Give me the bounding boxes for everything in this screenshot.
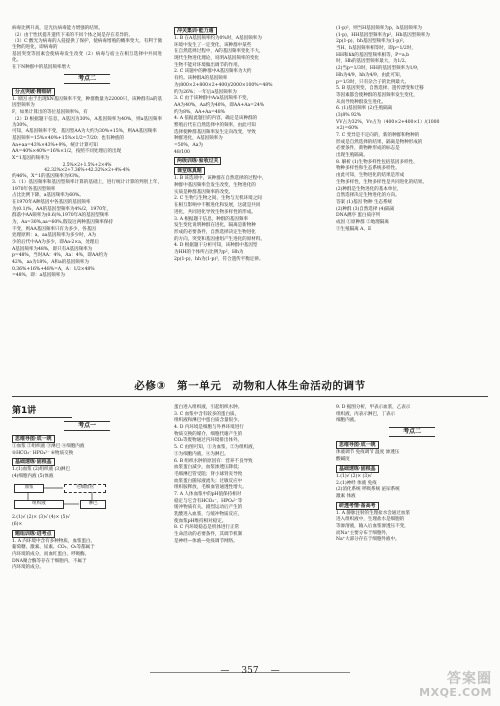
flow-diagram <box>12 482 162 512</box>
paragraph: （3）C 酸光为病毒的入侵提供了保护，使病毒增殖的概率变大，有利于微生物的进化，即病毒的 <box>12 39 162 51</box>
paragraph: 稳定与它含有HCO₃⁻、HPO₄²⁻等 <box>174 498 243 504</box>
paragraph: 蛋白进入组织液，引起组织水肿。 <box>174 405 243 410</box>
paragraph: 少的后代中AA为多少，即Aa-2×a，处理后 <box>12 240 99 245</box>
formula-denominator: 42.32%×2+7.36%+42.32%×2+4%-4% <box>44 168 130 174</box>
paragraph: 自然选择决定生物进化的方向。 <box>336 193 400 199</box>
subsection-heading: 冲关集训·能力通 <box>174 27 217 35</box>
paragraph: 3. A 根据题干信息，种群的基因频率 <box>174 216 248 222</box>
paragraph: 基因频率=15%×40%+15%×1/2=7/20；也有种族的 <box>12 135 124 141</box>
paragraph: 物种多样性和生态系统多样性。 <box>336 166 400 172</box>
chapter-title: 必修③ 第一单元 动物和人体生命活动的调节 <box>134 380 366 392</box>
paragraph: 内环境的成分，而血红蛋白、呼吸酶、 <box>12 551 90 557</box>
paragraph: 实质是种群基因频率的改变。 <box>174 189 234 195</box>
paragraph: A基因频率为48%，即只有A基因频率为 <box>12 246 93 252</box>
paragraph: 4. D 根据题干分析可知，该种群中基因型 <box>174 243 258 249</box>
subsection-heading: 研透考情·备高考 <box>336 502 379 510</box>
paragraph: 物质交换的媒介，细胞代谢产生的 <box>174 431 243 437</box>
paragraph: HH和hh的基因型频率相等，P=a,b <box>336 52 409 58</box>
subsection-heading: 思维导图·成一统 <box>336 441 379 449</box>
paragraph: (1-p)，HH基因型频率为p²，Hh基因型频率为 <box>336 32 430 38</box>
diagram-box-tissue-fluid: 组织液 <box>14 500 64 509</box>
paragraph: 种群进化，A基因频率为 <box>174 136 223 142</box>
paragraph: 进入组织液中，生理盐水是细胞的 <box>336 517 405 523</box>
paragraph: 2. C 生物与生物之间、生物与无机环境之间 <box>174 196 262 202</box>
paragraph: 为(0.1)%，AA的基因型频率为4%/2，1970年， <box>12 206 112 212</box>
subsection-heading: 两级训练·验收过关 <box>174 157 221 165</box>
column-f <box>336 405 488 544</box>
paragraph: 现代生物进化理论，说明A基因频率的变化 <box>174 56 260 62</box>
paragraph: 乳酸进入血浆，与缓冲物质反应， <box>174 512 243 517</box>
paragraph: 组织胺释放，毛细血管通透性增大。 <box>174 485 247 491</box>
paragraph: 5. C 由图可知，①为血浆，②为组织液， <box>174 445 258 451</box>
paragraph: 约为8%，AA+Aa=48% <box>174 109 225 115</box>
paragraph: 7. A 人体血浆中的pH值保持相对 <box>174 491 242 497</box>
paragraph: 约为26%；一年后a基因频率为 <box>174 89 237 95</box>
paragraph: 答案 (1)基因 物种 生态系统 <box>336 199 393 205</box>
paragraph: p=1/3时，只有杂合子的比例最大。 <box>336 79 410 85</box>
paragraph: CO₂等废物通过内环境排出体外。 <box>174 438 243 444</box>
watermark-text-url: MXQE.COM <box>419 686 492 699</box>
watermark-text-cn: 答案圈 <box>447 671 492 687</box>
paragraph: (4)细胞内液 (5)体液 <box>12 474 54 480</box>
column-b <box>174 26 324 263</box>
paragraph: ⑤HCO₃⁻ HPO₄²⁻ ⑥物质交换 <box>12 450 74 456</box>
paragraph: 等渗溶液，输入后血浆渗透压不变， <box>336 523 409 529</box>
paragraph: 4. A 依据此题目的内容，确定是该种群的 <box>174 116 258 122</box>
paragraph: 占比比例下降，a基因频率为60%。 <box>12 193 84 199</box>
subsection-heading: 基础速练·固根基 <box>12 458 55 466</box>
paragraph: 1. A 内环境中含有多种物质，血浆蛋白、 <box>12 538 96 544</box>
paragraph: 在自然选择过程中，A的基因频率变化不大， <box>174 49 264 55</box>
paragraph: 2. C 该题中的种群中A基因频率为大约 <box>174 69 252 75</box>
subsection-heading: 基础速练·固根基 <box>336 465 379 473</box>
paragraph: 1. B 该选项中，该种群在自然选择的过程中， <box>174 176 267 182</box>
paragraph: 组织液，丙表示淋巴，丁表示 <box>336 411 396 417</box>
paragraph: 血浆蛋白减少，血浆渗透压降低； <box>174 465 243 471</box>
paragraph: ×2)=60% <box>336 126 359 132</box>
paragraph: 使血浆pH维持相对稳定。 <box>174 518 227 524</box>
paragraph: 环境中发生了一定变化，该种群中某些 <box>174 42 252 48</box>
paragraph: AA=40%×40%=16%×1/2，按照不同处理后的出现 <box>12 149 122 155</box>
paragraph: 7. C 变异是不定向的，新的种群和物种的 <box>336 133 420 138</box>
diagram-box-lymph: 淋巴 <box>80 500 106 509</box>
paragraph: 病毒比例升高，是光抗病毒能力增强的结果。 <box>12 26 103 31</box>
paragraph: 种群中基因频率会发生改变，生物进化的 <box>174 183 256 189</box>
paragraph: 约46%，X^1的基因频率为93%。 <box>12 173 83 179</box>
section-heading: 考点二 <box>389 427 435 437</box>
paragraph: 血浆蛋白随尿液流失；过敏反应中 <box>174 478 243 484</box>
page-number-value: 357 <box>241 666 259 676</box>
paragraph: =48%，即：a基因频率为 <box>12 273 65 279</box>
paragraph: 1. B 在A基因频率约为0%时，A基因频率为 <box>174 36 262 41</box>
paragraph: 体液调节 免疫调节 温度 渗透压 <box>336 450 400 456</box>
paragraph: 当H、h基因频率相等时，即p=1/2时， <box>336 46 416 52</box>
paragraph: F，如果计算出的等位基因频率%，有 <box>12 109 88 115</box>
paragraph: (6)× <box>12 521 23 527</box>
paragraph: (2)种群 (3)自然选择 (4)隔离 <box>336 206 395 212</box>
paragraph: 2.(1)√ (2)× (3)√ (4)× (5)√ <box>12 515 70 521</box>
paragraph: 9. D 据图分析，甲表示血浆，乙表示 <box>336 405 411 410</box>
paragraph: 48/100 <box>174 149 190 155</box>
paragraph: 时，Hh的基因型频率最大，为1/2。 <box>336 59 410 65</box>
paragraph: X^1基因的频率为 <box>12 156 50 162</box>
paragraph: 从而导致种群发生进化。 <box>336 99 386 105</box>
paragraph: p=48%，当时AA：4%，Aa：4%，即AA约为 <box>12 253 108 259</box>
paragraph: 缓冲物质有关，剧烈运动后产生的 <box>174 505 243 511</box>
paragraph: 8. C 内环境稳态是机体进行正常 <box>174 525 240 531</box>
paragraph: （2）由于性状提升遗传下来的不同个体之间是存在差异的。 <box>12 32 134 38</box>
paragraph: 在1970年A种基因中各基因的基因频率 <box>12 199 91 205</box>
paragraph: AA为40%，Aa约为40%，即AA+Aa=24% <box>174 102 265 108</box>
paragraph: 形成的必要条件，自然选择决定生物进化 <box>174 229 256 235</box>
diagram-box-capillary: 毛细血管 <box>64 484 106 493</box>
paragraph: 6. B 组织水肿的原因有：营养不良导致 <box>174 458 253 464</box>
section-heading: 考点二 <box>64 74 110 84</box>
paragraph: 6. (1)基因频率 (2)生殖隔离 <box>336 106 393 112</box>
paragraph: 3. C 由于该种群中A/a基因频率不变， <box>174 96 252 102</box>
paragraph: 在相互影响中不断进化和发展，这就是共同 <box>174 203 261 209</box>
paragraph: 必要条件，新物种形成的标志是 <box>336 146 400 152</box>
paragraph: DNA聚合酶等存在于细胞内，不属于 <box>12 558 87 564</box>
subsection-heading: 思维导图·成一统 <box>12 435 55 443</box>
paragraph: 处理原则：a，aa基因频率为多少时，A为 <box>12 233 97 239</box>
paragraph: 5. B 基因突变、自然选择、遗传漂变和迁移 <box>336 86 424 92</box>
diagram-arrows <box>12 482 162 512</box>
paragraph: 是神经—体液—免疫调节网络。 <box>174 538 238 544</box>
divider <box>12 396 488 397</box>
paragraph: (2)消化系统 呼吸系统 泌尿系统 <box>336 487 400 493</box>
subsection-heading: 课堂练真题 <box>174 167 205 175</box>
paragraph: 选择使种群基因频率发生定向改变，导致 <box>174 129 256 135</box>
paragraph: Na⁺大部分存在于细胞外液中。 <box>336 537 400 543</box>
subsection-heading: 分点突破·精细研 <box>12 88 55 96</box>
paragraph: =50%，Aa为 <box>174 143 203 148</box>
paragraph: 不变，则AA基因频率只有为多少，各基因 <box>12 226 96 232</box>
paragraph: 生物多样性，生物多样性是共同进化的结果。 <box>336 179 427 185</box>
paragraph: 可知，A基因频率不变，基因型AA为大约为30%+15%，则AA基因频率 <box>12 129 157 135</box>
paragraph: 1. 原因 由于出现XN基因频率不变，种群数量为22000只，该种群有a的基因型频率为 <box>12 97 162 109</box>
section-heading: 考点一 <box>64 421 110 431</box>
paragraph: 3. C 血浆中含有较多的蛋白质， <box>174 411 240 417</box>
paragraph: 为(800×2+800×2+400)/2000×100%=48% <box>174 82 273 88</box>
page-number: — 357 — <box>220 666 280 676</box>
paragraph: 1.(1)√ (2)× (3)√ <box>336 473 372 479</box>
subsection-heading: 题组训练·进考点 <box>12 530 55 538</box>
paragraph: (1-p)²，则当H基因频率为p，h基因频率为 <box>336 26 422 31</box>
paragraph: 组织液和淋巴中蛋白质含量很少。 <box>174 418 243 424</box>
paragraph: 在下N种群中的基因频率增大 <box>12 64 71 70</box>
paragraph: ①血浆 ②组织液 ③淋巴 ④细胞内液 <box>12 444 85 449</box>
paragraph: 2p(1-p)，hh基因型频率为(1-p)²。 <box>336 39 408 45</box>
paragraph: (2)种群是生物进化的基本单位， <box>336 186 402 192</box>
watermark-logo <box>420 668 492 702</box>
paragraph: 42%，aa为18%，A和a的基因频率为 <box>12 260 89 266</box>
diagram-box-plasma: 血浆 <box>14 484 44 493</box>
formula-numerator: 2.5%×2+1.5%+2×4% <box>62 162 112 168</box>
paragraph: 3.（1）基因频率和基因型频率计算的基础上，进行统计计算的判别上年，1970年各基因型频率 <box>12 180 162 192</box>
paragraph: 毛细淋巴管受阻；肾小球肾炎导致 <box>174 471 243 477</box>
paragraph: （2）D 根据题干信息，A基因为30%，A基因频率为40%，则a基因频率为30%， <box>12 116 162 128</box>
paragraph: 生物不能对环境做出调节的作用。 <box>174 62 243 68</box>
paragraph: 生命活动的必要条件，其调节机制 <box>174 532 243 538</box>
paragraph: DNA测序 蛋白质序列 <box>336 213 381 219</box>
paragraph: 2p(1-p)，hh为(1-p)²，符合遗传平衡定律。 <box>174 256 264 262</box>
column-c <box>336 26 488 233</box>
paragraph: Aa+aa=43%×43%+9%，统计计算可知 <box>12 142 98 148</box>
paragraph: 2.(1)神经 体液 免疫 <box>336 480 377 486</box>
paragraph: 为，Aa=30%,aa=60%,假设这两种基因频率保持 <box>12 219 113 225</box>
column-e <box>174 405 324 545</box>
paragraph: ③为细胞内液，④为淋巴。 <box>174 451 229 457</box>
paragraph: 8. 解析 (1)生物多样性包括基因多样性、 <box>336 159 418 165</box>
paragraph: (2)当p=1/3时，HH的基因型频率为1/9， <box>336 66 422 72</box>
paragraph: 内环境的成分。 <box>12 565 44 571</box>
paragraph: 细胞内液。 <box>336 418 359 424</box>
paragraph: 群落中AA频率为(0.6)%,1970年A的基因型频率 <box>12 213 109 219</box>
column-a <box>12 26 162 280</box>
lecture-title: 第1讲 <box>12 405 72 418</box>
paragraph: VV占为32%，Vv占为（400×2+400×1）/(1000 <box>336 119 440 125</box>
paragraph: 4. D 内环境是细胞与外界环境进行 <box>174 425 244 431</box>
paragraph: 酸碱度 <box>336 457 350 463</box>
paragraph: Hh为4/9，hh为4/9，由此可知， <box>336 72 405 78</box>
paragraph: 1. A 静脉注射的生理盐水会通过血浆 <box>336 510 410 516</box>
paragraph: 为HH的个体所占比例为p²，Hh为 <box>174 249 244 255</box>
column-d <box>12 405 162 572</box>
paragraph: 发生变化说明种群在进化，隔离是新物种 <box>174 223 256 229</box>
paragraph: 而Na⁺主要分布于细胞外， <box>336 530 391 536</box>
paragraph: 激素 体液 <box>336 493 356 499</box>
paragraph: 出现生殖隔离。 <box>336 153 368 159</box>
paragraph: 等因素都会使种群的基因频率发生变化， <box>336 92 418 98</box>
paragraph: 的方向，突变和基因重组产生进化的原材料。 <box>174 236 265 242</box>
paragraph: 1.(1)血浆 (2)组织液 (3)淋巴 <box>12 467 70 473</box>
paragraph: 形成是自然选择的结果，隔离是物种形成的 <box>336 139 423 145</box>
paragraph: ③生殖隔离 A、E <box>336 226 372 232</box>
paragraph: (3)8% 92% <box>336 112 362 118</box>
paragraph: 葡萄糖、激素、尿素、CO₂、O₂等都属于 <box>12 545 95 551</box>
paragraph: 有约。该种群A的基因频率 <box>174 76 228 82</box>
paragraph: 由此可知，生物进化的结果是形成 <box>336 173 405 179</box>
paragraph: 0.36%+16%+48%=A，A：1/2×48% <box>12 266 95 272</box>
paragraph: 进化，共同进化导致生物多样性的形成。 <box>174 209 256 215</box>
paragraph: 基因突变等因素会使病毒发生改变（2）病毒与宿主在相互选择中共同进化。 <box>12 52 162 64</box>
paragraph: 繁殖后代在自然选择中的频率，由此可知 <box>174 122 256 128</box>
paragraph: 成因 ①原种群 ②地理隔离 <box>336 219 389 225</box>
